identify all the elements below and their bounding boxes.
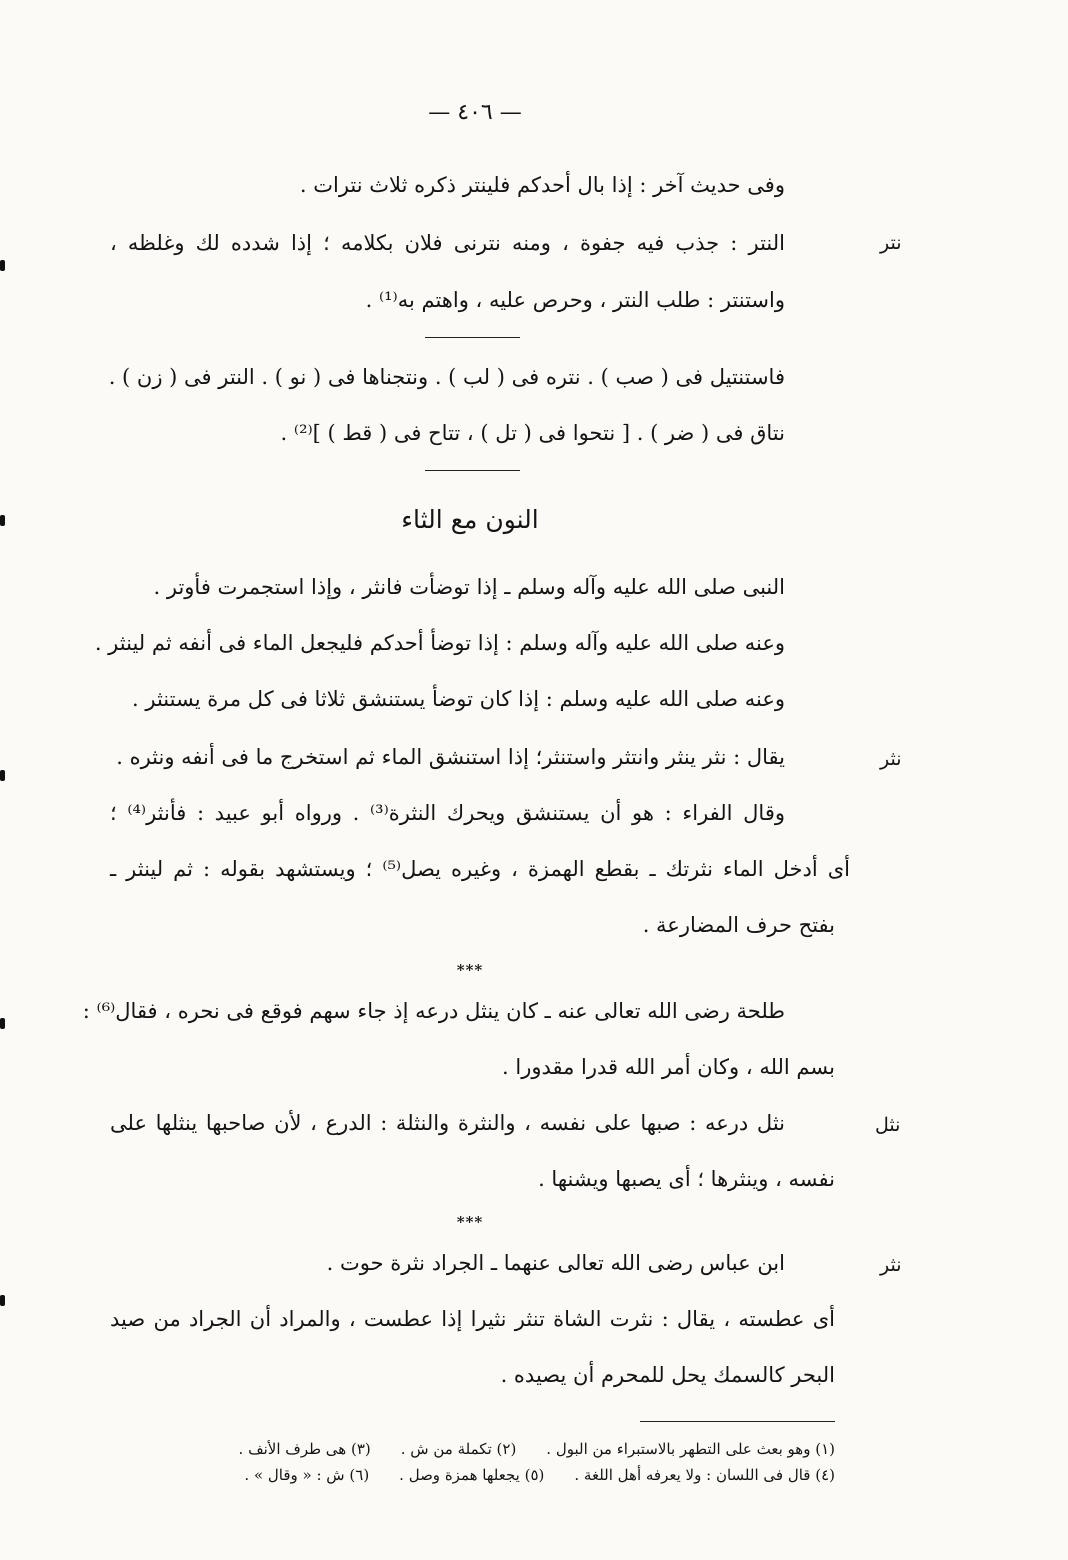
scan-edge-mark: [0, 1018, 5, 1029]
text-line: فاستنتيل فى ( صب ) . نتره فى ( لب ) . ونتجناها فى ( نو ) . النتر فى ( زن ) .: [108, 365, 785, 389]
margin-headword: نثر: [880, 1254, 902, 1276]
footnote: (٥) يجعلها همزة وصل .: [399, 1466, 545, 1484]
scan-edge-mark: [0, 1295, 5, 1306]
footnote: (٢) تكملة من ش .: [400, 1440, 517, 1458]
footnote: (٣) هى طرف الأنف .: [238, 1440, 371, 1458]
text-line: نثل درعه : صبها على نفسه ، والنثرة والنثلة : الدرع ، لأن صاحبها ينثلها على: [110, 1111, 785, 1135]
margin-headword: نتر: [880, 232, 902, 254]
text-line: النتر : جذب فيه جفوة ، ومنه نترنى فلان بكلامه ؛ إذا شدده لك وغلظه ،: [110, 231, 786, 255]
margin-headword: نثر: [880, 748, 902, 770]
text-line: طلحة رضى الله تعالى عنه ـ كان ينثل درعه إذ جاء سهم فوقع فى نحره ، فقال⁽⁶⁾ :: [82, 999, 785, 1023]
scan-edge-mark: [0, 770, 5, 781]
scan-edge-mark: [0, 260, 5, 271]
footnote: (٤) قال فى اللسان : ولا يعرفه أهل اللغة .: [574, 1466, 835, 1484]
hadith-line: وعنه صلى الله عليه وسلم : إذا كان توضأ يستنشق ثلاثا فى كل مرة يستنثر .: [132, 687, 785, 711]
text-line: نفسه ، وينثرها ؛ أى يصبها ويشنها .: [538, 1167, 835, 1191]
separator-stars: ***: [456, 961, 484, 979]
section-rule: [425, 470, 520, 471]
text-line: وقال الفراء : هو أن يستنشق ويحرك النثرة⁽³⁾ . ورواه أبو عبيد : فأنثر⁽⁴⁾ ؛: [110, 801, 786, 825]
text-line: أى عطسته ، يقال : نثرت الشاة تنثر نثيرا إذا عطست ، والمراد أن الجراد من صيد: [110, 1307, 835, 1331]
margin-headword: نثل: [875, 1114, 901, 1136]
text-line: واستنتر : طلب النتر ، وحرص عليه ، واهتم به⁽¹⁾ .: [365, 288, 785, 312]
text-line: بسم الله ، وكان أمر الله قدرا مقدورا .: [502, 1055, 835, 1079]
text-line: نتاق فى ( ضر ) . [ نتحوا فى ( تل ) ، تتاح فى ( قط ) ]⁽²⁾ .: [280, 421, 785, 445]
footnote-rule: [640, 1421, 835, 1422]
footnote-line: [100, 1438, 835, 1460]
text-line: البحر كالسمك يحل للمحرم أن يصيده .: [500, 1363, 835, 1387]
page-number: — ٤٠٦ —: [428, 100, 522, 125]
footnote: (٦) ش : « وقال » .: [244, 1466, 370, 1484]
section-heading: النون مع الثاء: [401, 505, 539, 534]
footnote: (١) وهو بعث على التطهر بالاستبراء من البول .: [546, 1440, 835, 1458]
hadith-line: وعنه صلى الله عليه وآله وسلم : إذا توضأ أحدكم فليجعل الماء فى أنفه ثم لينثر .: [94, 631, 785, 655]
text-line: بفتح حرف المضارعة .: [642, 913, 835, 937]
footnote-line: [100, 1464, 835, 1486]
scan-edge-mark: [0, 515, 5, 526]
text-line: وفى حديث آخر : إذا بال أحدكم فلينتر ذكره ثلاث نترات .: [299, 173, 785, 197]
text-line: ابن عباس رضى الله تعالى عنهما ـ الجراد نثرة حوت .: [326, 1251, 785, 1275]
section-rule: [425, 337, 520, 338]
text-line: أى أدخل الماء نثرتك ـ بقطع الهمزة ، وغيره يصل⁽⁵⁾ ؛ ويستشهد بقوله : ثم لينثر ـ: [110, 857, 850, 881]
separator-stars: ***: [456, 1213, 484, 1231]
text-line: يقال : نثر ينثر وانتثر واستنثر؛ إذا استنشق الماء ثم استخرج ما فى أنفه ونثره .: [116, 745, 785, 769]
hadith-line: النبى صلى الله عليه وآله وسلم ـ إذا توضأت فانثر ، وإذا استجمرت فأوتر .: [153, 575, 785, 599]
